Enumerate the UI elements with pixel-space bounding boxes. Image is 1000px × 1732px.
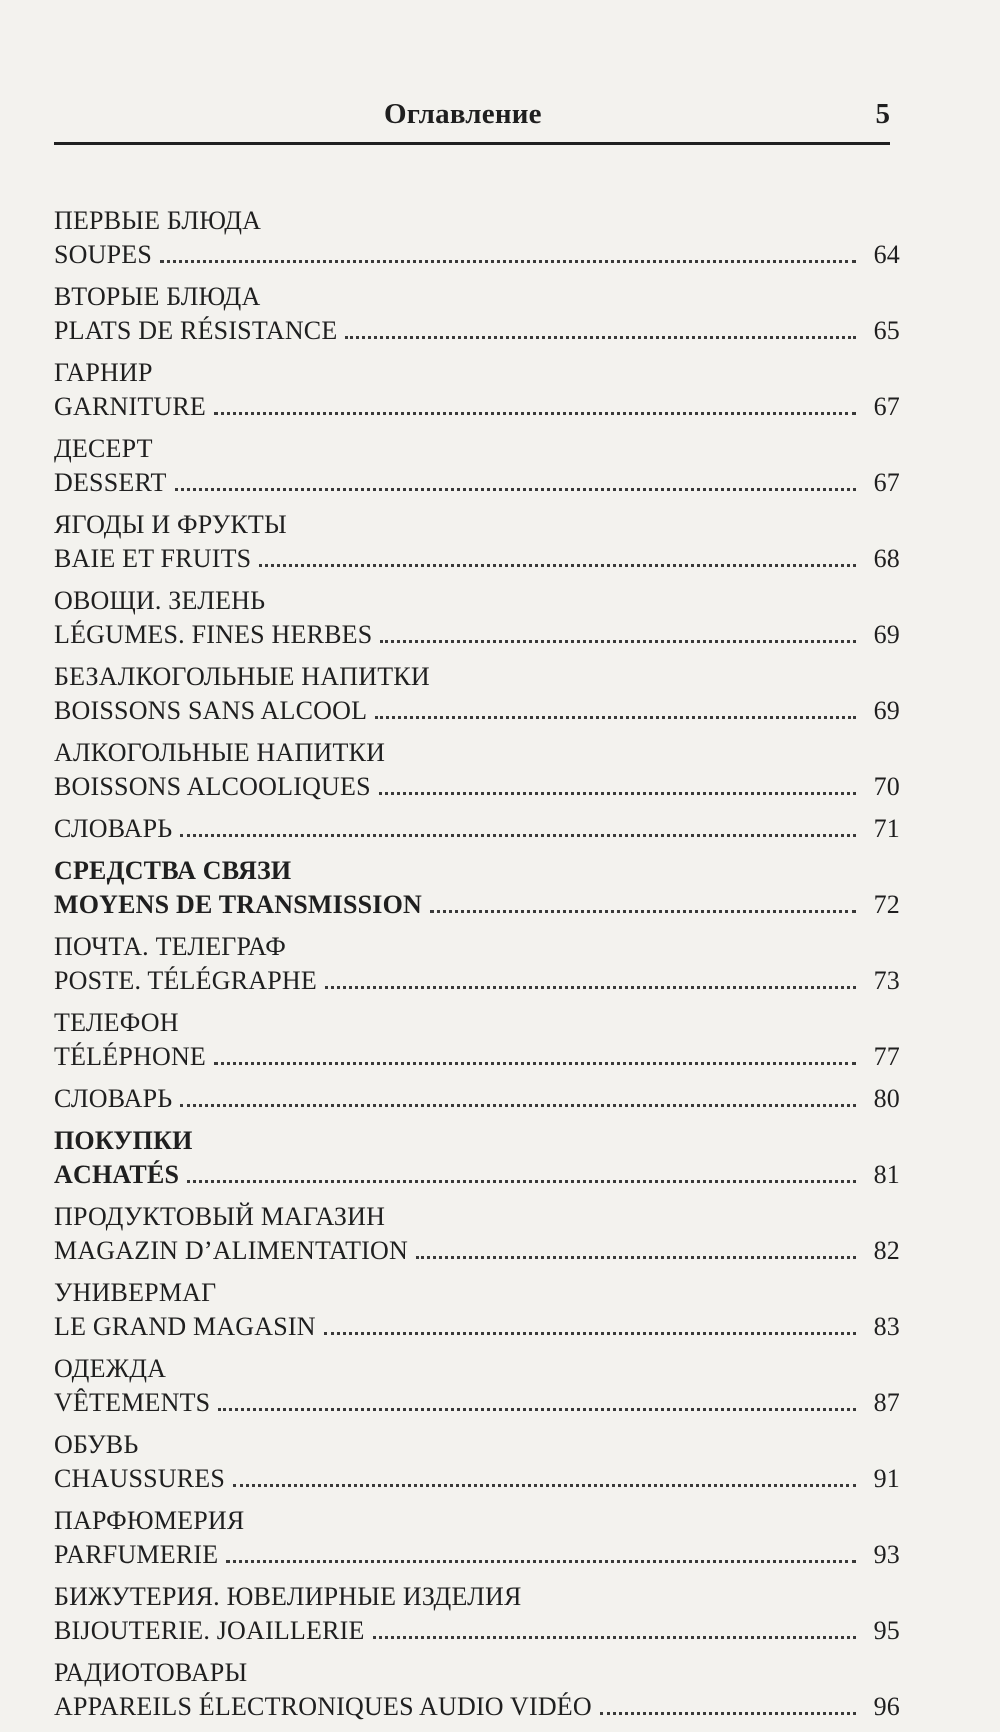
page-title: Оглавление — [384, 98, 542, 130]
toc-entry — [54, 1124, 900, 1192]
toc-line-fr — [54, 1538, 900, 1572]
toc-line-ru — [54, 930, 900, 964]
toc-line-ru — [54, 736, 900, 770]
toc-line-ru — [54, 508, 900, 542]
toc-title-fr: ACHATÉS — [54, 1160, 180, 1189]
toc-page-number: 83 — [873, 1312, 900, 1341]
toc-page-number: 96 — [873, 1692, 900, 1721]
toc-title-fr: APPAREILS ÉLECTRONIQUES AUDIO VIDÉO — [54, 1692, 592, 1721]
toc-line-ru — [54, 660, 900, 694]
toc-title-ru: БЕЗАЛКОГОЛЬНЫЕ НАПИТКИ — [54, 662, 430, 691]
toc-title-ru: ОВОЩИ. ЗЕЛЕНЬ — [54, 586, 266, 615]
toc-page-number: 80 — [873, 1084, 900, 1113]
dot-leader — [345, 336, 856, 339]
toc-line-fr — [54, 390, 900, 424]
toc-title-ru: РАДИОТОВАРЫ — [54, 1658, 248, 1687]
toc-entry — [54, 1276, 900, 1344]
toc-entry — [54, 1504, 900, 1572]
toc-page-number: 93 — [873, 1540, 900, 1569]
toc-title-fr: TÉLÉPHONE — [54, 1042, 206, 1071]
toc-page-number: 69 — [873, 620, 900, 649]
toc-title-fr: LÉGUMES. FINES HERBES — [54, 620, 373, 649]
dot-leader — [379, 792, 856, 795]
toc-page-number: 71 — [873, 814, 900, 843]
toc-line-ru — [54, 1200, 900, 1234]
toc-line-fr — [54, 618, 900, 652]
toc-line-ru — [54, 280, 900, 314]
toc-page-number: 91 — [873, 1464, 900, 1493]
toc-page-number: 65 — [873, 316, 900, 345]
dot-leader — [214, 412, 856, 415]
toc-page-number: 82 — [873, 1236, 900, 1265]
toc-entry — [54, 1580, 900, 1648]
toc-title-fr: PLATS DE RÉSISTANCE — [54, 316, 338, 345]
page-number: 5 — [875, 98, 890, 130]
toc-entry — [54, 204, 900, 272]
dot-leader — [430, 910, 856, 913]
toc-line-fr — [54, 1690, 900, 1724]
toc-line-ru — [54, 1352, 900, 1386]
toc-entry — [54, 432, 900, 500]
toc-title-ru: ТЕЛЕФОН — [54, 1008, 179, 1037]
toc-entry — [54, 1200, 900, 1268]
toc-line-fr — [54, 1614, 900, 1648]
toc-line-fr — [54, 1040, 900, 1074]
dot-leader — [187, 1180, 856, 1183]
toc-line-fr — [54, 964, 900, 998]
toc-line-ru — [54, 356, 900, 390]
toc-page-number: 67 — [873, 392, 900, 421]
toc-entry — [54, 1428, 900, 1496]
toc-line-ru — [54, 1504, 900, 1538]
dot-leader — [175, 488, 856, 491]
toc-title-fr: MOYENS DE TRANSMISSION — [54, 890, 422, 919]
toc-line-ru — [54, 854, 900, 888]
toc-title-fr: BOISSONS ALCOOLIQUES — [54, 772, 371, 801]
toc-title-fr: POSTE. TÉLÉGRAPHE — [54, 966, 317, 995]
toc-entry — [54, 1006, 900, 1074]
toc-line-fr — [54, 1386, 900, 1420]
dot-leader — [226, 1560, 856, 1563]
toc-line-ru — [54, 1428, 900, 1462]
toc-line-ru — [54, 1656, 900, 1690]
toc-title-fr: DESSERT — [54, 468, 167, 497]
toc-entry — [54, 584, 900, 652]
toc-entry — [54, 930, 900, 998]
dot-leader — [324, 1332, 856, 1335]
toc-line-ru — [54, 584, 900, 618]
toc-page-number: 87 — [873, 1388, 900, 1417]
toc-title-ru: ОДЕЖДА — [54, 1354, 167, 1383]
toc-title-ru: ГАРНИР — [54, 358, 153, 387]
toc-title-ru: ДЕСЕРТ — [54, 434, 153, 463]
toc-line-fr — [54, 694, 900, 728]
toc-title-ru: БИЖУТЕРИЯ. ЮВЕЛИРНЫЕ ИЗДЕЛИЯ — [54, 1582, 522, 1611]
toc-line-ru — [54, 1006, 900, 1040]
toc-title-fr: CHAUSSURES — [54, 1464, 226, 1493]
toc-title-ru: ОБУВЬ — [54, 1430, 139, 1459]
toc-entry — [54, 1352, 900, 1420]
toc-line-fr — [54, 542, 900, 576]
dot-leader — [259, 564, 856, 567]
toc-page-number: 70 — [873, 772, 900, 801]
toc-title-fr: BAIE ET FRUITS — [54, 544, 252, 573]
toc-page-number: 77 — [873, 1042, 900, 1071]
toc-title-ru: ПОЧТА. ТЕЛЕГРАФ — [54, 932, 286, 961]
toc-entry — [54, 736, 900, 804]
toc-line-fr — [54, 1234, 900, 1268]
toc-title-fr: VÊTEMENTS — [54, 1388, 211, 1417]
toc-page-number: 69 — [873, 696, 900, 725]
toc-page-number: 95 — [873, 1616, 900, 1645]
toc-page-number: 72 — [873, 890, 900, 919]
toc-page-number: 64 — [873, 240, 900, 269]
toc-title-fr: BOISSONS SANS ALCOOL — [54, 696, 368, 725]
toc-entry — [54, 660, 900, 728]
toc-title-ru: ЯГОДЫ И ФРУКТЫ — [54, 510, 287, 539]
page-header — [54, 98, 890, 138]
toc-page-number: 67 — [873, 468, 900, 497]
dot-leader — [325, 986, 856, 989]
dot-leader — [180, 834, 856, 837]
toc-title: СЛОВАРЬ — [54, 814, 173, 843]
header-rule — [54, 142, 890, 145]
dot-leader — [375, 716, 856, 719]
toc-page-number: 68 — [873, 544, 900, 573]
toc-line-fr — [54, 1310, 900, 1344]
toc-title-ru: ПЕРВЫЕ БЛЮДА — [54, 206, 262, 235]
dot-leader — [380, 640, 856, 643]
dot-leader — [416, 1256, 856, 1259]
toc-line-fr — [54, 314, 900, 348]
toc-line-ru — [54, 1580, 900, 1614]
toc-title-fr: LE GRAND MAGASIN — [54, 1312, 316, 1341]
dot-leader — [180, 1104, 856, 1107]
toc-entry — [54, 854, 900, 922]
toc-title-fr: SOUPES — [54, 240, 153, 269]
toc-line-fr — [54, 770, 900, 804]
toc-title-fr: GARNITURE — [54, 392, 207, 421]
table-of-contents — [54, 204, 900, 1732]
toc-entry — [54, 1656, 900, 1724]
toc-line-fr — [54, 888, 900, 922]
toc-entry — [54, 356, 900, 424]
toc-line-fr — [54, 466, 900, 500]
toc-line-fr — [54, 1158, 900, 1192]
toc-title-fr: PARFUMERIE — [54, 1540, 219, 1569]
toc-page-number: 81 — [873, 1160, 900, 1189]
toc-line-ru — [54, 204, 900, 238]
dot-leader — [600, 1712, 856, 1715]
toc-title-ru: ПАРФЮМЕРИЯ — [54, 1506, 245, 1535]
dot-leader — [218, 1408, 856, 1411]
toc-entry — [54, 508, 900, 576]
toc-title-ru: ВТОРЫЕ БЛЮДА — [54, 282, 261, 311]
toc-page-number: 73 — [873, 966, 900, 995]
dot-leader — [214, 1062, 856, 1065]
toc-title-ru: АЛКОГОЛЬНЫЕ НАПИТКИ — [54, 738, 386, 767]
toc-line-ru — [54, 1276, 900, 1310]
dot-leader — [233, 1484, 856, 1487]
dot-leader — [160, 260, 856, 263]
toc-entry — [54, 812, 900, 846]
toc-title-ru: СРЕДСТВА СВЯЗИ — [54, 856, 292, 885]
toc-title-fr: MAGAZIN D’ALIMENTATION — [54, 1236, 408, 1265]
toc-line-fr — [54, 238, 900, 272]
toc-line-ru — [54, 1124, 900, 1158]
toc-entry — [54, 280, 900, 348]
toc-title-fr: BIJOUTERIE. JOAILLERIE — [54, 1616, 365, 1645]
toc-line-fr — [54, 1462, 900, 1496]
toc-title: СЛОВАРЬ — [54, 1084, 173, 1113]
toc-title-ru: ПРОДУКТОВЫЙ МАГАЗИН — [54, 1202, 386, 1231]
toc-title-ru: УНИВЕРМАГ — [54, 1278, 217, 1307]
toc-title-ru: ПОКУПКИ — [54, 1126, 193, 1155]
toc-entry — [54, 1082, 900, 1116]
toc-line — [54, 1082, 900, 1116]
toc-line — [54, 812, 900, 846]
toc-line-ru — [54, 432, 900, 466]
dot-leader — [373, 1636, 856, 1639]
